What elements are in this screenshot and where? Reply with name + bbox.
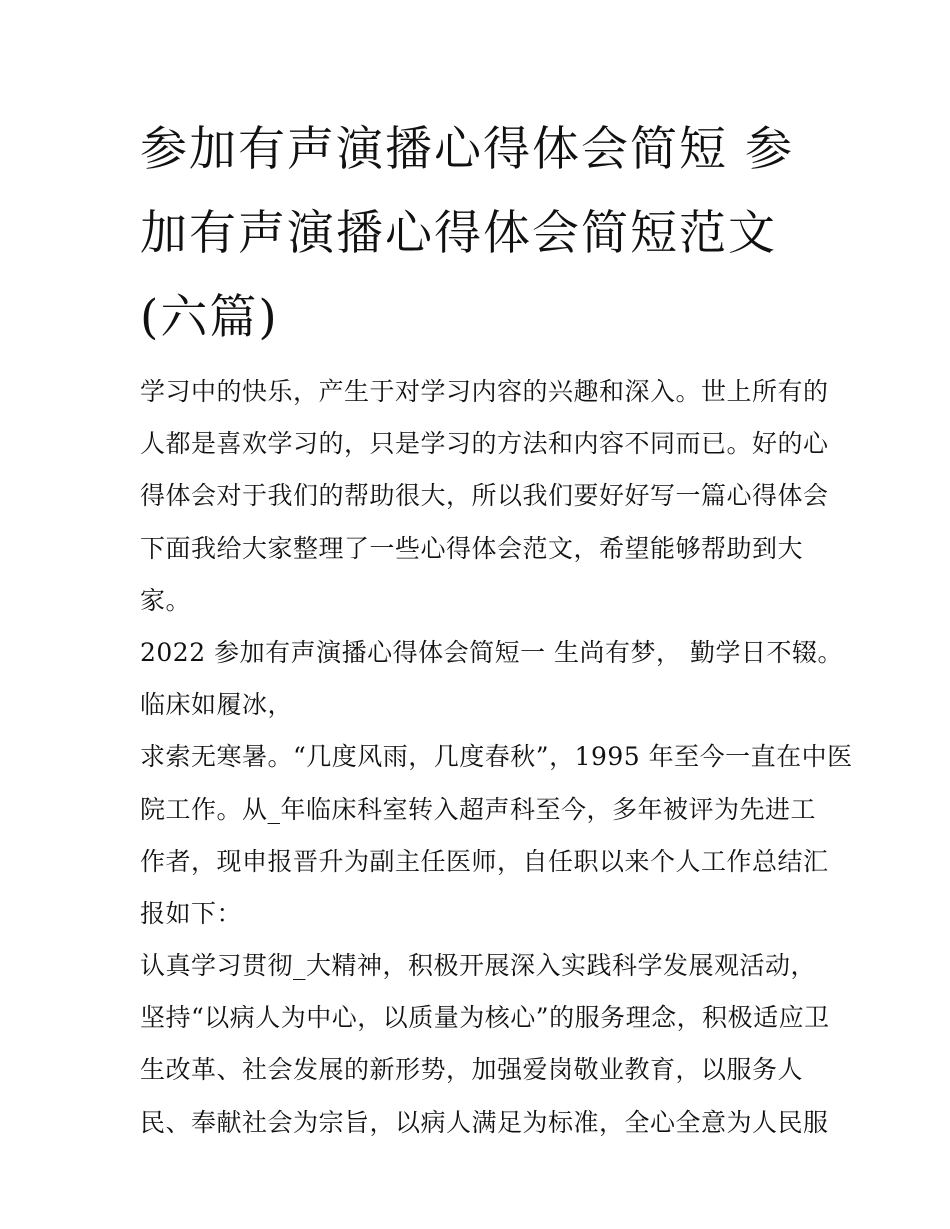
text-line: 坚持“以病人为中心，以质量为核心”的服务理念，积极适应卫	[140, 1003, 830, 1033]
text-line: 生改革、社会发展的新形势，加强爱岗敬业教育，以服务人	[140, 1055, 804, 1085]
text-line: 作者，现申报晋升为副主任医师，自任职以来个人工作总结汇	[140, 846, 829, 876]
text-line: 人都是喜欢学习的，只是学习的方法和内容不同而已。好的心	[140, 429, 829, 459]
body-text	[140, 366, 853, 1149]
text-line: 院工作。从_年临床科室转入超声科至今，多年被评为先进工	[140, 794, 817, 824]
page-title	[140, 108, 820, 360]
text-line: 家。	[140, 585, 192, 615]
text-line: 学习中的快乐，产生于对学习内容的兴趣和深入。世上所有的	[140, 377, 829, 406]
text-line: 得体会对于我们的帮助很大，所以我们要好好写一篇心得体会	[140, 481, 829, 511]
title-line: (六篇)	[140, 290, 279, 345]
text-line: 认真学习贯彻_大精神，积极开展深入实践科学发展观活动，	[140, 951, 817, 981]
title-line: 参加有声演播心得体会简短 参	[140, 122, 794, 177]
title-line: 加有声演播心得体会简短范文	[140, 206, 777, 261]
text-line: 2022 参加有声演播心得体会简短一 生尚有梦， 勤学日不辍。	[140, 637, 843, 667]
text-line: 民、奉献社会为宗旨，以病人满足为标准，全心全意为人民服	[140, 1107, 829, 1137]
text-line: 求索无寒暑。“几度风雨，几度春秋”，1995 年至今一直在中医	[140, 742, 853, 772]
document-page	[140, 108, 853, 1149]
text-line: 报如下：	[140, 898, 243, 928]
text-line: 下面我给大家整理了一些心得体会范文，希望能够帮助到大	[140, 533, 804, 563]
text-line: 临床如履冰，	[140, 690, 294, 720]
